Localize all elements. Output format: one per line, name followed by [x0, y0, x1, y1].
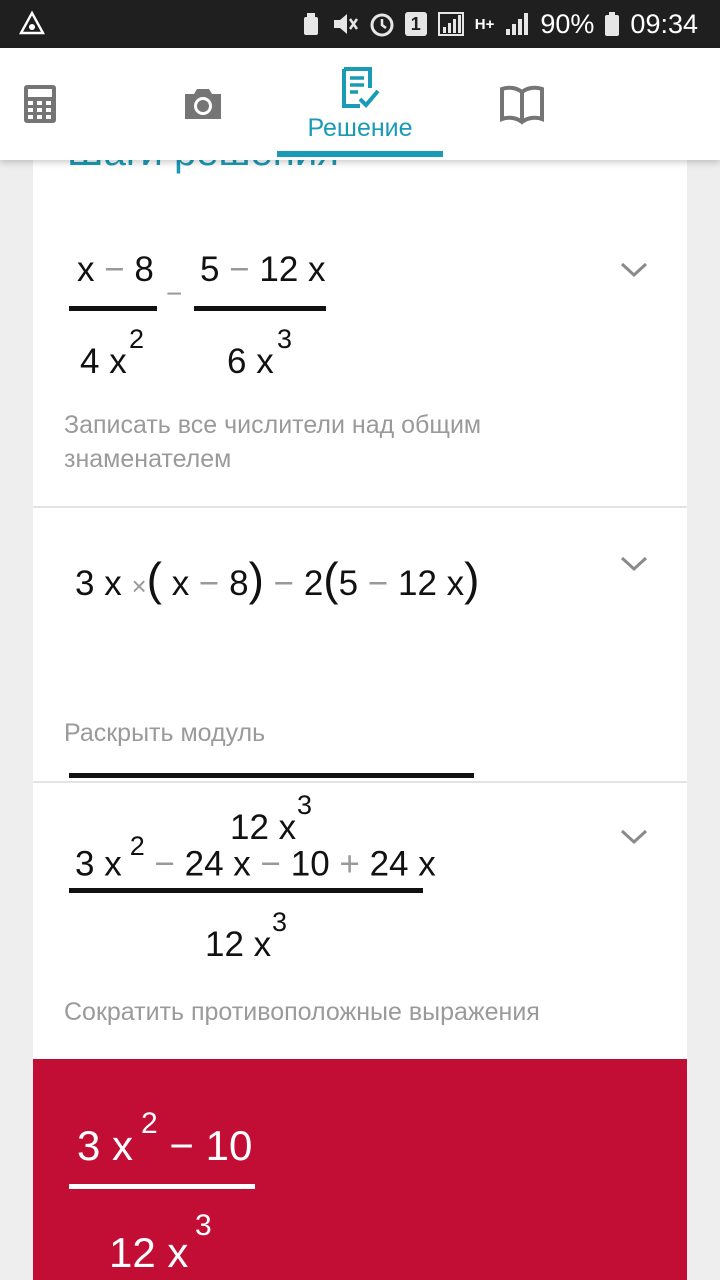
active-tab-indicator: [277, 151, 443, 157]
final-answer[interactable]: [33, 1059, 687, 1280]
answer-denominator: 12 x: [109, 1229, 189, 1276]
fraction-bar: [69, 306, 157, 311]
sim-icon: 1: [405, 12, 427, 36]
battery-icon: [604, 11, 620, 37]
step3-den-exp: 3: [272, 907, 288, 937]
step-description: Сократить противоположные выражения: [64, 998, 540, 1026]
tab-camera[interactable]: [163, 48, 243, 160]
chevron-down-icon[interactable]: [619, 827, 649, 847]
step1-frac2-exp: 3: [277, 324, 293, 354]
clean-icon: [301, 11, 321, 37]
top-tab-bar: [0, 48, 720, 160]
step2-numerator: 3 x ×( x − 8) − 2(5 − 12 x): [75, 553, 480, 605]
solution-icon: [340, 66, 380, 110]
step1-frac1-num: x − 8: [77, 250, 154, 289]
step-2[interactable]: [33, 508, 687, 847]
tab-solution[interactable]: [277, 48, 443, 160]
step-3[interactable]: [33, 783, 687, 1059]
alarm-icon: [369, 11, 395, 37]
step1-frac1-exp: 2: [129, 324, 145, 354]
tab-solution-label: Решение: [307, 113, 413, 142]
fraction-bar: [69, 1184, 255, 1189]
camera-icon: [182, 86, 224, 122]
step1-frac1-den: 4 x: [80, 342, 127, 381]
step2-denominator: 12 x: [230, 808, 297, 847]
status-bar: [0, 0, 720, 48]
step3-denominator: 12 x: [205, 925, 272, 964]
chevron-down-icon[interactable]: [619, 260, 649, 280]
step3-numerator: 3 x $^2$ − 24 x − 10 + 24 x: [75, 831, 436, 884]
fraction-bar: [69, 773, 474, 778]
chevron-down-icon[interactable]: [619, 554, 649, 574]
signal-icon: [437, 11, 465, 37]
fraction-bar: [69, 888, 423, 893]
step-description: Раскрыть модуль: [64, 719, 266, 747]
clock: 09:34: [630, 8, 698, 39]
calculator-icon: [23, 84, 57, 124]
android-icon: [18, 10, 46, 38]
solution-steps-card[interactable]: [33, 160, 687, 1280]
step2-den-exp: 3: [297, 790, 313, 820]
tab-book[interactable]: [482, 48, 562, 160]
step-1[interactable]: [33, 160, 687, 508]
network-icon: H+: [474, 15, 495, 33]
mute-icon: [331, 11, 359, 37]
answer-den-exp: 3: [195, 1209, 212, 1242]
step1-frac2-den: 6 x: [227, 342, 274, 381]
fraction-bar: [194, 306, 326, 311]
tab-calculator[interactable]: [0, 48, 80, 160]
step1-frac2-num: 5 − 12 x: [200, 250, 326, 289]
answer-numerator: 3 x $^2$ − 10: [77, 1107, 253, 1169]
battery-percent: 90%: [540, 8, 595, 39]
book-icon: [499, 84, 545, 124]
step-description: Записать все числители над общим знаменателем: [64, 411, 482, 473]
step1-operator: −: [166, 278, 183, 309]
signal-bars-icon: [504, 11, 530, 37]
